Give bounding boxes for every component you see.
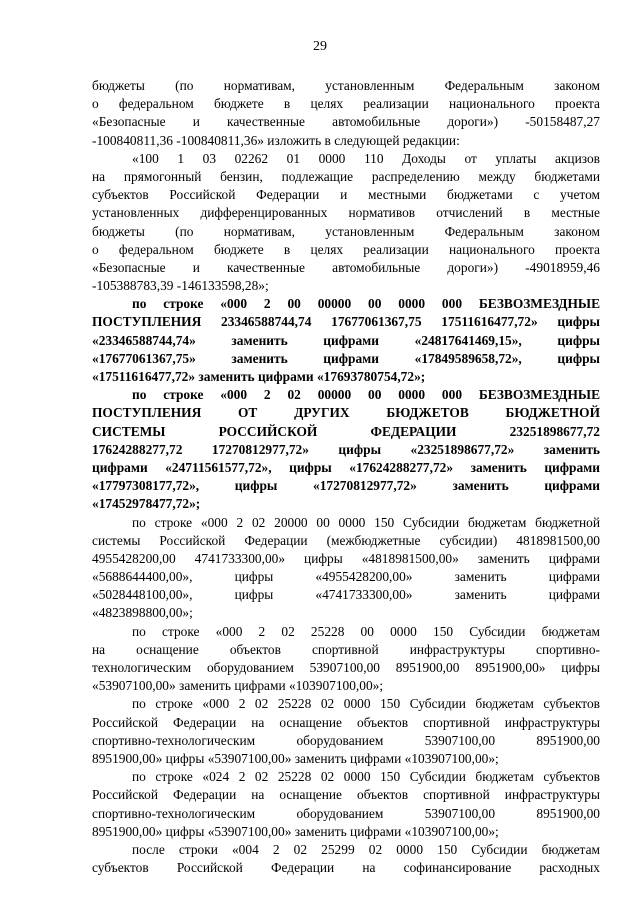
text-line: бюджеты (по нормативам, установленным Федеральным законом [92, 78, 600, 93]
text-line: СИСТЕМЫ РОССИЙСКОЙ ФЕДЕРАЦИИ 23251898677,72 [92, 423, 600, 439]
text-line: Российской Федерации на оснащение объектов спортивной инфраструктуры [92, 787, 600, 803]
text-line: по строке «024 2 02 25228 02 0000 150 Субсидии бюджетам субъектов [132, 769, 600, 785]
text-line: 4955428200,00 4741733300,00» цифры «4818981500,00» заменить цифрами [92, 550, 600, 566]
text-line: по строке «000 2 02 25228 02 0000 150 Субсидии бюджетам субъектов [132, 696, 600, 712]
text-line: системы Российской Федерации (межбюджетные субсидии) 4818981500,00 [92, 532, 600, 548]
text-line: «5688644400,00», цифры «4955428200,00» заменить цифрами [92, 569, 600, 585]
text-line: субъектов Российской Федерации и местными бюджетами с учетом [92, 187, 600, 203]
page-number: 29 [313, 39, 327, 54]
text-line: субъектов Российской Федерации на софинансирование расходных [92, 860, 600, 876]
text-line: цифрами «24711561577,72», цифры «17624288277,72» заменить цифрами [92, 459, 600, 475]
text-line: о федеральном бюджете в целях реализации национального проекта [92, 241, 600, 257]
text-line: бюджеты (по нормативам, установленным Федеральным законом [92, 223, 600, 239]
text-line: установленных дифференцированных нормативов отчислений в местные [92, 205, 600, 221]
text-line: спортивно-технологическим оборудованием 53907100,00 8951900,00 [92, 732, 600, 748]
text-line: технологическим оборудованием 53907100,00 8951900,00 8951900,00» цифры [92, 660, 600, 675]
text-line: «100 1 03 02262 01 0000 110 Доходы от уплаты акцизов [132, 150, 600, 166]
text-line: по строке «000 2 00 00000 00 0000 000 БЕЗВОЗМЕЗДНЫЕ [132, 296, 600, 312]
text-line: на оснащение объектов спортивной инфраструктуры спортивно- [92, 641, 600, 657]
text-line: «4823898800,00»; [92, 605, 193, 621]
text-line: «5028448100,00», цифры «4741733300,00» заменить цифрами [92, 587, 600, 603]
text-line: на прямогонный бензин, подлежащие распределению между бюджетами [92, 168, 600, 184]
text-line: «Безопасные и качественные автомобильные дороги») -49018959,46 [92, 259, 600, 275]
text-line: 8951900,00» цифры «53907100,00» заменить цифрами «103907100,00»; [92, 823, 499, 839]
text-line: «23346588744,74» заменить цифрами «24817641469,15», цифры [92, 332, 600, 348]
text-line: 17624288277,72 17270812977,72» цифры «23251898677,72» заменить [92, 441, 600, 457]
text-line: «17511616477,72» заменить цифрами «17693780754,72»; [92, 369, 426, 384]
text-line: «Безопасные и качественные автомобильные дороги») -50158487,27 [92, 114, 600, 130]
text-line: по строке «000 2 02 00000 00 0000 000 БЕЗВОЗМЕЗДНЫЕ [132, 387, 600, 403]
text-line: «17797308177,72», цифры «17270812977,72» заменить цифрами [92, 478, 600, 494]
text-line: по строке «000 2 02 25228 00 0000 150 Субсидии бюджетам [132, 623, 600, 639]
text-line: -100840811,36 -100840811,36» изложить в следующей редакции: [92, 132, 460, 148]
text-line: ПОСТУПЛЕНИЯ 23346588744,74 17677061367,75 17511616477,72» цифры [92, 314, 600, 330]
text-line: «17677061367,75» заменить цифрами «17849589658,72», цифры [92, 350, 600, 366]
text-line: о федеральном бюджете в целях реализации национального проекта [92, 96, 600, 112]
text-line: Российской Федерации на оснащение объектов спортивной инфраструктуры [92, 714, 600, 730]
text-line: -105388783,39 -146133598,28»; [92, 278, 269, 294]
text-line: после строки «004 2 02 25299 02 0000 150 Субсидии бюджетам [132, 841, 600, 857]
text-line: «53907100,00» заменить цифрами «103907100,00»; [92, 678, 384, 694]
text-line: «17452978477,72»; [92, 496, 201, 512]
text-line: ПОСТУПЛЕНИЯ ОТ ДРУГИХ БЮДЖЕТОВ БЮДЖЕТНОЙ [92, 405, 600, 421]
body-text [92, 77, 600, 877]
text-line: по строке «000 2 02 20000 00 0000 150 Субсидии бюджетам бюджетной [132, 514, 600, 530]
text-line: спортивно-технологическим оборудованием 53907100,00 8951900,00 [92, 805, 600, 821]
text-line: 8951900,00» цифры «53907100,00» заменить цифрами «103907100,00»; [92, 750, 499, 766]
